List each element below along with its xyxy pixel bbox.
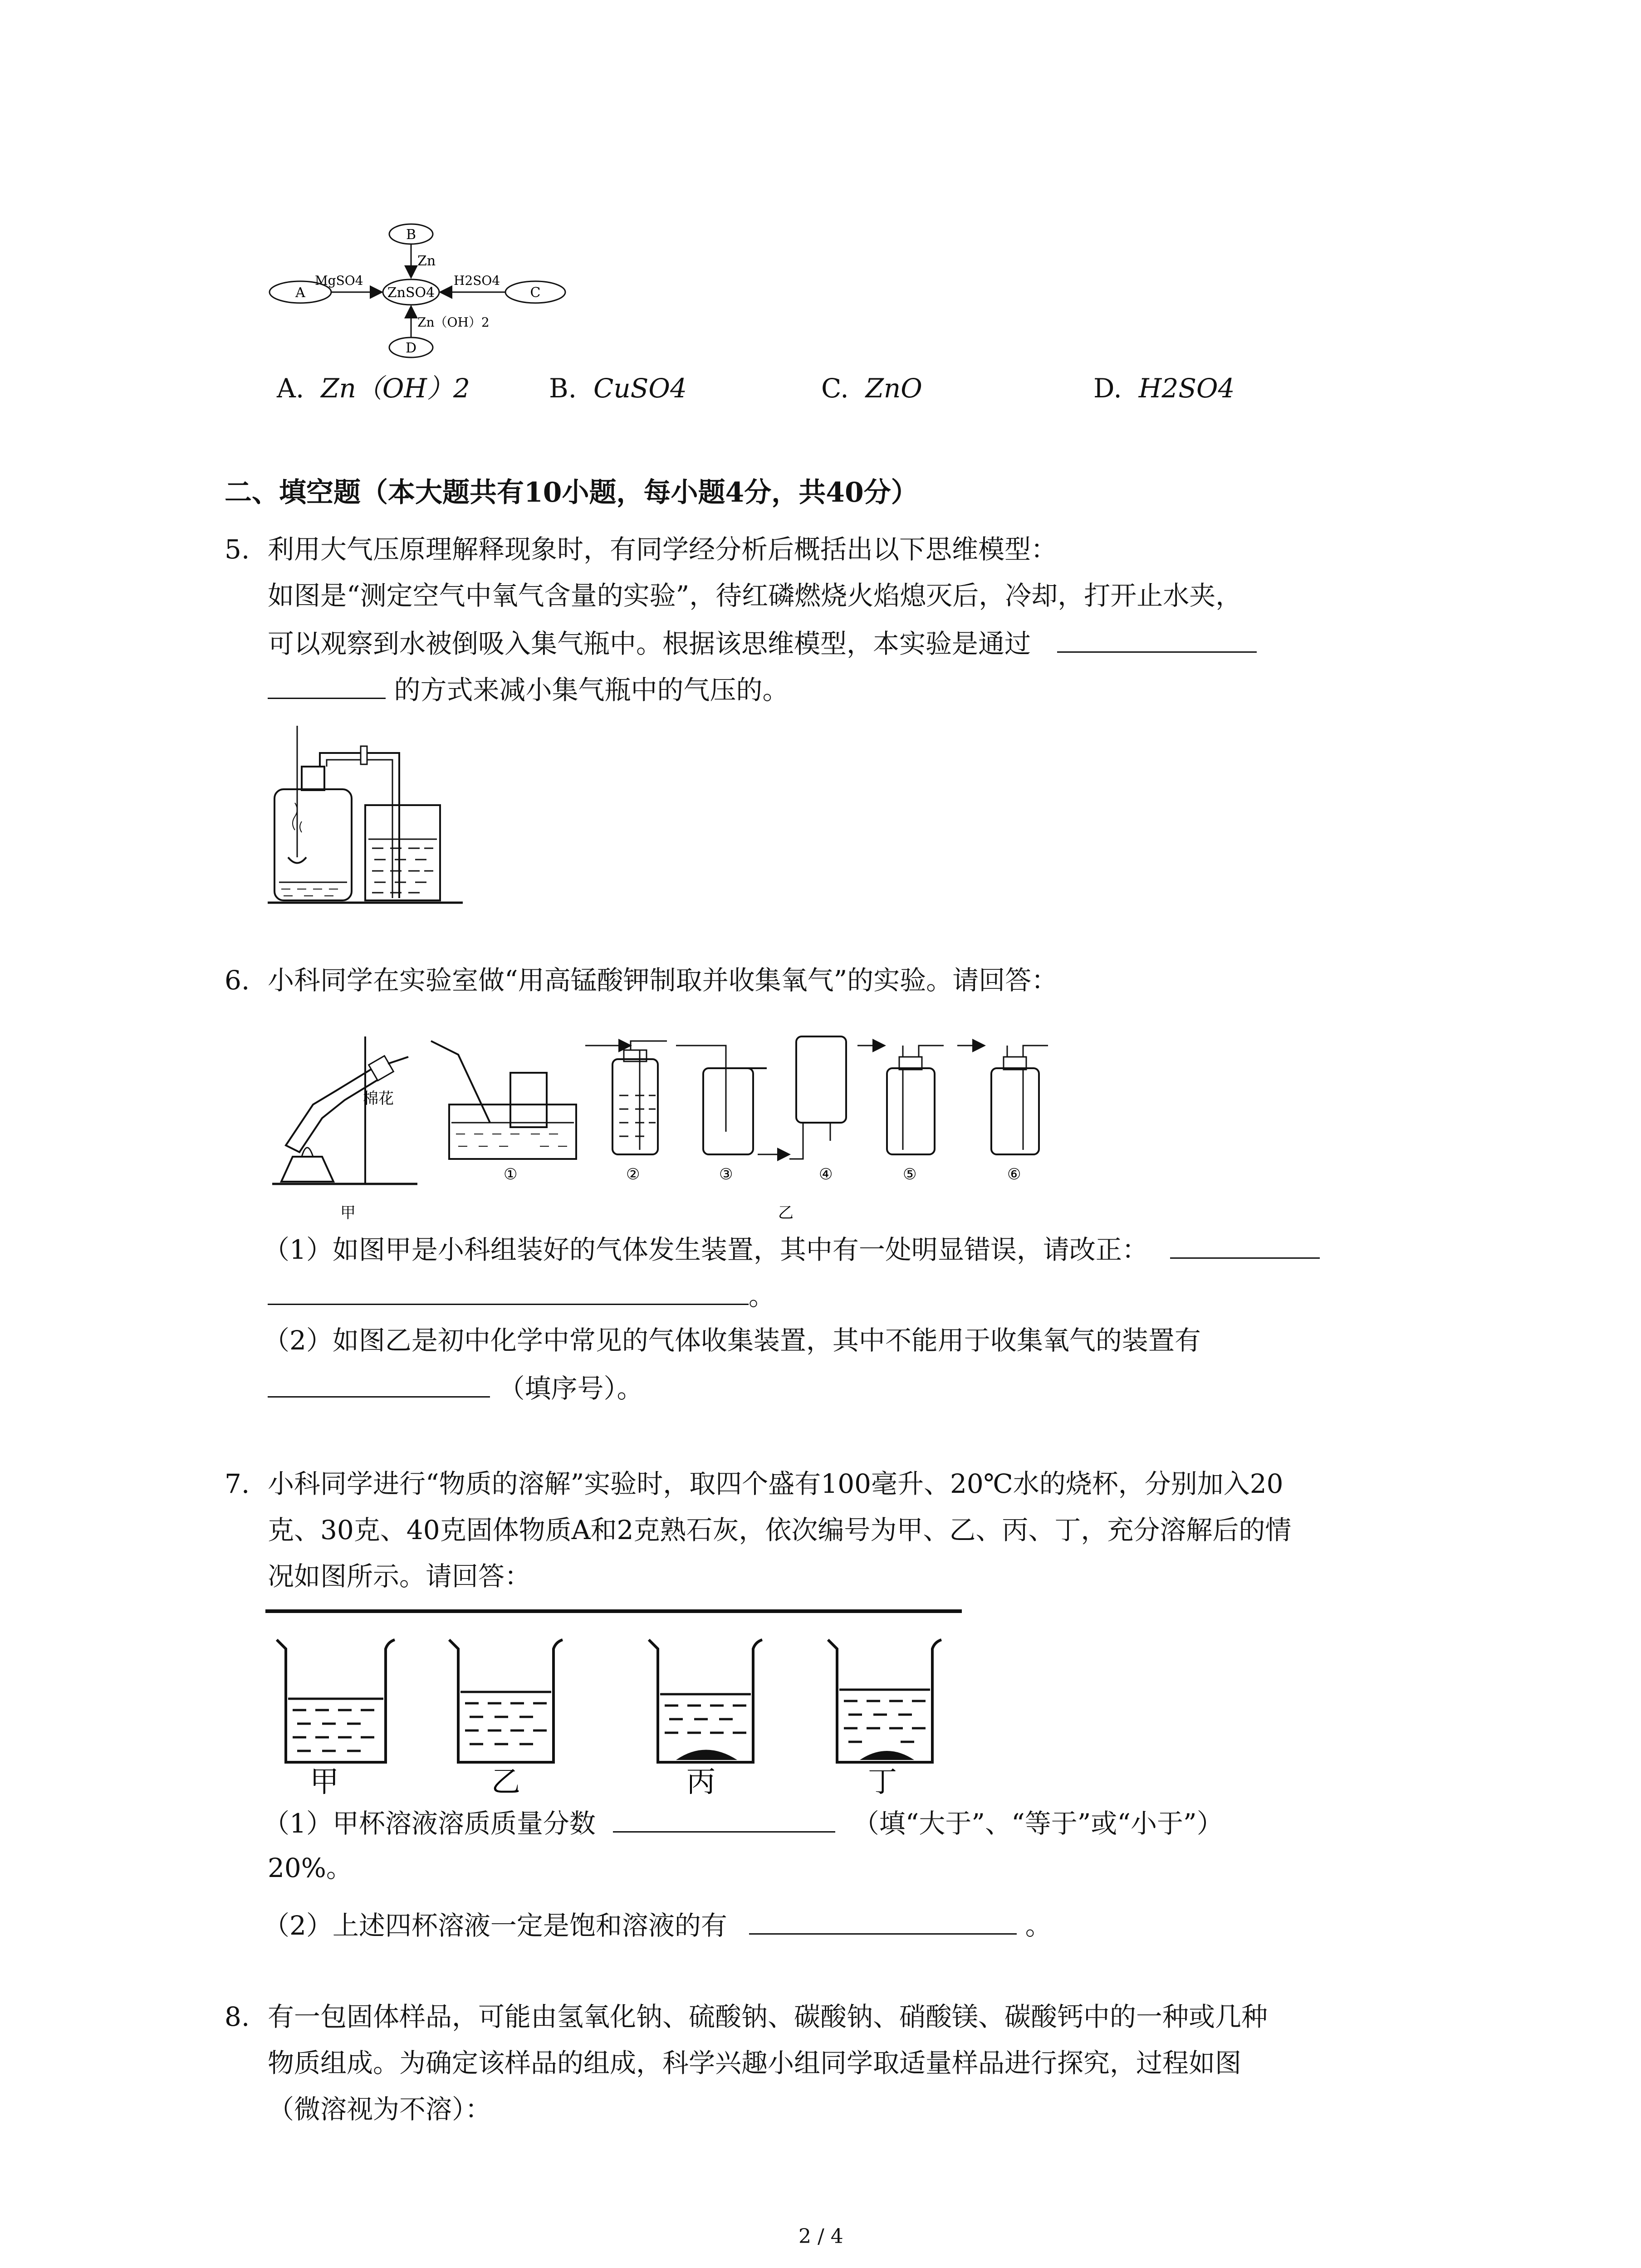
edge-label-c: H2SO4 (454, 273, 500, 288)
q5-number: 5. (225, 534, 250, 565)
label-n5: ⑤ (903, 1165, 917, 1183)
q6-sub1-blank[interactable] (1170, 1229, 1320, 1259)
q5-line3-text: 可以观察到水被倒吸入集气瓶中。根据该思维模型，本实验是通过 (268, 628, 1031, 659)
q5-line1: 利用大气压原理解释现象时，有同学经分析后概括出以下思维模型： (268, 534, 1058, 565)
q5-line4 (268, 670, 789, 709)
water-beaker (365, 805, 440, 900)
q7-line2: 克、30克、40克固体物质A和2克熟石灰，依次编号为甲、乙、丙、丁，充分溶解后的情 (268, 1515, 1292, 1545)
option-letter: B. (549, 373, 577, 404)
oxygen-content-apparatus (263, 721, 472, 912)
beaker-label: 乙 (491, 1765, 520, 1796)
beaker-ding (828, 1640, 941, 1796)
q7-line3: 况如图所示。请回答： (268, 1561, 531, 1592)
q7-number: 7. (225, 1468, 250, 1499)
edge-label-a: MgSO4 (315, 273, 363, 288)
q4-option-a (277, 370, 470, 407)
edge-label-d: Zn（OH）2 (417, 315, 490, 330)
q6-sub2-cont (268, 1368, 643, 1407)
label-n3: ③ (719, 1165, 733, 1183)
option-text: CuSO4 (593, 373, 687, 404)
q7-sub2-blank[interactable] (749, 1905, 1017, 1935)
beaker-label: 丙 (686, 1765, 715, 1796)
q7-sub2-text: （2）上述四杯溶液一定是饱和溶液的有 (263, 1910, 727, 1941)
q5-line4-text: 的方式来减小集气瓶中的气压的。 (394, 675, 789, 705)
q4-option-d (1093, 370, 1234, 407)
label-jia: 甲 (340, 1204, 356, 1222)
undissolved-solid (676, 1750, 737, 1760)
q7-sub2 (263, 1905, 1052, 1944)
q8-line2: 物质组成。为确定该样品的组成，科学兴趣小组同学取适量样品进行探究，过程如图 (268, 2048, 1242, 2078)
q6-sub2-blank[interactable] (268, 1368, 490, 1398)
label-yi: 乙 (778, 1204, 794, 1222)
node-b-label: B (406, 227, 416, 243)
section-title: 二、填空题（本大题共有10小题，每小题4分，共40分） (225, 477, 918, 508)
option-letter: D. (1093, 373, 1122, 404)
beaker-label: 丁 (868, 1765, 897, 1796)
q6-sub2: （2）如图乙是初中化学中常见的气体收集装置，其中不能用于收集氧气的装置有 (263, 1325, 1201, 1356)
beaker-bing (649, 1640, 762, 1796)
q5-line3 (268, 623, 1257, 662)
q8-line1: 有一包固体样品，可能由氢氧化钠、硫酸钠、碳酸钠、硝酸镁、碳酸钙中的一种或几种 (268, 2001, 1268, 2032)
option-letter: C. (821, 373, 849, 404)
q7-line1: 小科同学进行“物质的溶解”实验时，取四个盛有100毫升、20℃水的烧杯，分别加入20 (268, 1468, 1283, 1499)
page-number: 2 / 4 (798, 2225, 843, 2248)
q6-sub1-end: 。 (749, 1281, 775, 1311)
q7-sub1-blank[interactable] (613, 1803, 835, 1833)
q6-line1: 小科同学在实验室做“用高锰酸钾制取并收集氧气”的实验。请回答： (268, 965, 1058, 996)
beaker-yi (449, 1640, 563, 1796)
q8-line3: （微溶视为不溶）： (268, 2094, 492, 2125)
q5-answer-blank[interactable] (1057, 623, 1257, 653)
gas-collecting-bottle (274, 789, 352, 900)
oxygen-preparation-apparatus (268, 1027, 1084, 1227)
edge-label-b: Zn (417, 253, 436, 269)
q5-answer-blank-cont[interactable] (268, 670, 386, 699)
q6-sub2-end: （填序号）。 (498, 1373, 643, 1404)
q4-option-c (821, 370, 922, 407)
q7-sub1-end: （填“大于”、“等于”或“小于”） (852, 1808, 1223, 1839)
node-center-label: ZnSO4 (387, 285, 435, 301)
label-cotton: 棉花 (363, 1090, 394, 1108)
q8-number: 8. (225, 2001, 250, 2032)
q7-sub1-line2: 20%。 (268, 1853, 353, 1883)
node-d-label: D (405, 340, 417, 356)
q6-number: 6. (225, 965, 250, 996)
water-clamp (361, 746, 367, 764)
zinc-sulfate-relation-diagram (268, 218, 585, 363)
dissolution-beakers-figure (265, 1606, 964, 1796)
option-text: Zn（OH）2 (321, 373, 470, 404)
label-n1: ① (504, 1165, 518, 1183)
beaker-label: 甲 (310, 1765, 339, 1796)
option-text: H2SO4 (1138, 373, 1235, 404)
label-n6: ⑥ (1007, 1165, 1021, 1183)
undissolved-solid (860, 1751, 914, 1760)
option-text: ZnO (865, 373, 922, 404)
label-n2: ② (626, 1165, 640, 1183)
q7-sub1 (263, 1803, 1223, 1842)
q6-sub1 (263, 1229, 1320, 1268)
q5-line2: 如图是“测定空气中氧气含量的实验”，待红磷燃烧火焰熄灭后，冷却，打开止水夹， (268, 580, 1242, 611)
q7-sub2-end: 。 (1025, 1910, 1052, 1941)
q6-sub1-blank-cont[interactable] (268, 1276, 749, 1305)
node-c-label: C (530, 285, 541, 301)
q6-sub1-text: （1）如图甲是小科组装好的气体发生装置，其中有一处明显错误，请改正： (263, 1234, 1148, 1265)
option-letter: A. (277, 373, 304, 404)
q4-option-b (549, 370, 687, 407)
node-a-label: A (295, 285, 305, 301)
q6-sub1-cont (268, 1276, 775, 1315)
label-n4: ④ (819, 1165, 833, 1183)
q7-sub1-text: （1）甲杯溶液溶质质量分数 (263, 1808, 596, 1839)
beaker-jia (277, 1640, 395, 1796)
